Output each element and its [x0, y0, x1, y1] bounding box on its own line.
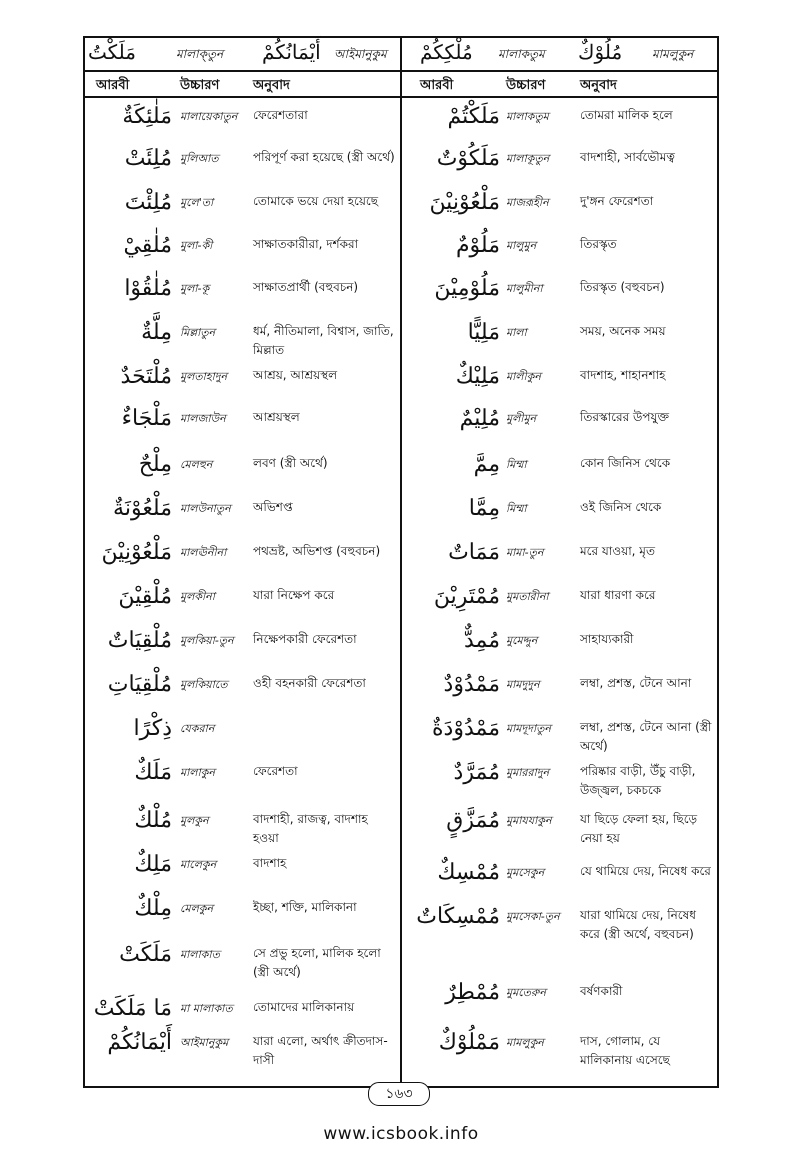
entry-arabic-word: مَلُوْمِيْنَ: [434, 276, 500, 301]
entry-meaning: পরিপূর্ণ করা হয়েছে (স্ত্রী অর্থে): [253, 150, 395, 164]
entry-arabic-word: مَلِيًّا: [467, 320, 500, 345]
center-divider: [400, 36, 402, 1088]
entry-meaning: ওহী বহনকারী ফেরেশতা: [253, 676, 366, 690]
entry-pronunciation: মুমতারীনা: [506, 590, 549, 603]
entry-meaning: সাক্ষাতপ্রার্থী (বহুবচন): [253, 280, 359, 294]
col-pronunciation-right: উচ্চারণ: [506, 78, 546, 93]
entry-pronunciation: আইমানুকুম: [180, 1036, 229, 1049]
entry-arabic-word: مُلِئَتْ: [124, 146, 172, 171]
entry-pronunciation: মুমতেরুন: [506, 986, 546, 999]
entry-arabic-word: مَلْعُوْنِيْنَ: [101, 540, 172, 565]
entry-meaning: তিরস্কৃত: [580, 237, 617, 251]
entry-meaning: আশ্রয়স্থল: [253, 410, 300, 424]
entry-arabic-word: مُلِيْمٌ: [459, 406, 500, 431]
entry-arabic-word: مُمْطِرٌ: [445, 980, 500, 1005]
entry-arabic-word: مَلَكٌ: [134, 760, 172, 785]
entry-meaning: যারা এলো, অর্থাৎ ক্রীতদাস-দাসী: [253, 1034, 388, 1067]
entry-pronunciation: মামদূদাতুন: [506, 722, 551, 735]
entry-meaning: সময়, অনেক সময়: [580, 324, 666, 338]
entry-arabic-word: ذِكْرًا: [133, 716, 172, 741]
header-left-arabic1: مَلَكْتُ: [88, 40, 137, 64]
entry-arabic-word: مُلْقِيَاتٌ: [107, 628, 172, 653]
entry-pronunciation: মালাকূতুন: [506, 152, 550, 165]
entry-meaning: লম্বা, প্রশস্ত, টেনে আনা (স্ত্রী অর্থে): [580, 720, 712, 753]
entry-meaning: লম্বা, প্রশস্ত, টেনে আনা: [580, 676, 692, 690]
entry-pronunciation: মুমসেকুন: [506, 866, 545, 879]
col-meaning-left: অনুবাদ: [253, 78, 290, 93]
entry-meaning: তোমাদের মালিকানায়: [253, 1000, 355, 1014]
column-header-rule: [83, 96, 719, 98]
entry-arabic-word: مَمْدُوْدَةٌ: [432, 716, 500, 741]
entry-pronunciation: যেকরান: [180, 722, 215, 735]
entry-meaning: আশ্রয়, আশ্রয়স্থল: [253, 368, 338, 382]
entry-arabic-word: مُلْتَحَدٌ: [120, 364, 172, 389]
entry-pronunciation: মুলা-কূ: [180, 282, 210, 295]
entry-pronunciation: মিম্মা: [506, 458, 527, 471]
entry-meaning: ওই জিনিস থেকে: [580, 500, 662, 514]
entry-pronunciation: মালাকতুম: [506, 110, 549, 123]
entry-meaning: যারা নিক্ষেপ করে: [253, 588, 335, 602]
entry-arabic-word: مِمَّا: [468, 496, 500, 521]
entry-pronunciation: মাজরূহীন: [506, 196, 549, 209]
entry-arabic-word: مَلْعُوْنَةٌ: [113, 496, 172, 521]
entry-arabic-word: مِلَّةٌ: [141, 320, 172, 345]
header-right-arabic1: مُلْكِكُمْ: [420, 40, 473, 64]
entry-arabic-word: مَمَاتٌ: [448, 540, 500, 565]
entry-meaning: দু'ঙ্গন ফেরেশতা: [580, 194, 654, 208]
entry-meaning: ইচ্ছা, শক্তি, মালিকানা: [253, 900, 357, 914]
entry-pronunciation: মিল্লাতুন: [180, 326, 216, 339]
header-left-pron1: মালাক্‌তুন: [176, 47, 224, 61]
entry-meaning: ধর্ম, নীতিমালা, বিশ্বাস, জাতি, মিল্লাত: [253, 324, 394, 357]
entry-arabic-word: مُلٰقُوْا: [124, 276, 172, 301]
col-pronunciation-left: উচ্চারণ: [180, 78, 220, 93]
entry-pronunciation: মালীকুন: [506, 370, 541, 383]
entry-pronunciation: মুমাররাদুন: [506, 766, 550, 779]
entry-meaning: যারা থামিয়ে দেয়, নিষেধ করে (স্ত্রী অর্থে, বহুবচন): [580, 908, 696, 941]
entry-pronunciation: মেলকুন: [180, 902, 214, 915]
entry-pronunciation: মেলহুন: [180, 458, 213, 471]
entry-meaning: কোন জিনিস থেকে: [580, 456, 671, 470]
entry-pronunciation: মালা: [506, 326, 527, 339]
entry-arabic-word: مَلَكْتُمْ: [447, 104, 500, 129]
entry-meaning: ফেরেশতা: [253, 764, 298, 778]
entry-pronunciation: মামদুদুন: [506, 678, 540, 691]
entry-meaning: পরিষ্কার বাড়ী, উঁচু বাড়ী, উজ্জ্বল, চকচকে: [580, 764, 696, 797]
entry-arabic-word: مُمْسِكَاتٌ: [416, 904, 500, 929]
entry-pronunciation: মুলকুন: [180, 814, 209, 827]
entry-meaning: যে থামিয়ে দেয়, নিষেধ করে: [580, 864, 711, 878]
entry-arabic-word: مَلِكٌ: [134, 852, 172, 877]
entry-meaning: সাহায্যকারী: [580, 632, 634, 646]
entry-pronunciation: মালেকুন: [180, 858, 217, 871]
entry-pronunciation: মালাকুন: [180, 766, 215, 779]
entry-pronunciation: মুলতাহাদুন: [180, 370, 228, 383]
entry-pronunciation: মুমেদ্দুন: [506, 634, 538, 647]
entry-meaning: তিরস্কারের উপযুক্ত: [580, 410, 670, 424]
header-right-arabic2: مُلُوْكٌ: [578, 40, 623, 64]
entry-pronunciation: মালউনাতুন: [180, 502, 231, 515]
entry-pronunciation: মুলকীনা: [180, 590, 215, 603]
header-left-arabic2: أَيْمَانُكُمْ: [262, 40, 321, 64]
entry-arabic-word: مِلْحٌ: [138, 452, 172, 477]
header-left-pron2: আইমানুকুম: [334, 47, 387, 61]
entry-meaning: যারা ধারণা করে: [580, 588, 656, 602]
entry-pronunciation: মুলকিয়াতে: [180, 678, 228, 691]
entry-meaning: বাদশাহী, সার্বভৌমত্ব: [580, 150, 675, 164]
entry-meaning: তিরস্কৃত (বহুবচন): [580, 280, 665, 294]
entry-meaning: বাদশাহ: [253, 856, 287, 870]
entry-pronunciation: মালায়েকাতুন: [180, 110, 238, 123]
entry-meaning: বাদশাহী, রাজত্ব, বাদশাহ হওয়া: [253, 812, 368, 845]
col-arabic-right: আরবী: [420, 78, 454, 93]
entry-arabic-word: مَلِيْكٌ: [455, 364, 500, 389]
entry-pronunciation: মুলে'তা: [180, 196, 214, 209]
entry-meaning: তোমরা মালিক হলে: [580, 108, 673, 122]
entry-arabic-word: مُلِئْتَ: [124, 190, 172, 215]
entry-pronunciation: মুলীমুন: [506, 412, 537, 425]
entry-pronunciation: মালুমুন: [506, 239, 537, 252]
header-right-pron1: মালাকতুম: [498, 47, 545, 61]
entry-pronunciation: মালঊনীনা: [180, 546, 227, 559]
entry-arabic-word: مَلٰئِكَةٌ: [122, 104, 172, 129]
col-arabic-left: আরবী: [96, 78, 130, 93]
entry-pronunciation: মুলকিয়া-তুন: [180, 634, 234, 647]
entry-pronunciation: মিম্মা: [506, 502, 527, 515]
entry-arabic-word: أَيْمَانُكُمْ: [107, 1030, 172, 1055]
entry-meaning: পথভ্রষ্ট, অভিশপ্ত (বহুবচন): [253, 544, 381, 558]
entry-meaning: বর্ষণকারী: [580, 984, 623, 998]
entry-pronunciation: মালুমীনা: [506, 282, 543, 295]
entry-arabic-word: مُمْسِكٌ: [437, 860, 500, 885]
entry-pronunciation: মামলুকুন: [506, 1036, 544, 1049]
entry-meaning: মরে যাওয়া, মৃত: [580, 544, 655, 558]
footer-url[interactable]: www.icsbook.info: [323, 1124, 479, 1144]
entry-meaning: দাস, গোলাম, যে মালিকানায় এসেছে: [580, 1034, 670, 1067]
entry-arabic-word: مَا مَلَكَتْ: [93, 996, 172, 1021]
entry-meaning: তোমাকে ভয়ে দেয়া হয়েছে: [253, 194, 378, 208]
entry-arabic-word: مُمِدٌّ: [463, 628, 500, 653]
entry-meaning: নিক্ষেপকারী ফেরেশতা: [253, 632, 357, 646]
entry-pronunciation: মা মালাকাত: [180, 1002, 233, 1015]
entry-arabic-word: مِلْكٌ: [134, 896, 172, 921]
entry-arabic-word: مَلَكُوْتٌ: [436, 146, 500, 171]
entry-arabic-word: مُمَرَّدٌ: [453, 760, 500, 785]
header-rule: [83, 70, 719, 72]
col-meaning-right: অনুবাদ: [580, 78, 617, 93]
entry-meaning: লবণ (স্ত্রী অর্থে): [253, 456, 328, 470]
entry-arabic-word: مُلٰقِيْ: [123, 233, 172, 258]
entry-arabic-word: مِمَّ: [473, 452, 500, 477]
entry-arabic-word: مَلْجَاءٌ: [121, 406, 172, 431]
entry-arabic-word: مُمْتَرِيْنَ: [433, 584, 500, 609]
entry-pronunciation: মুলিআত: [180, 152, 219, 165]
entry-arabic-word: مَلْعُوْنِيْنَ: [429, 190, 500, 215]
entry-meaning: সে প্রভু হলো, মালিক হলো (স্ত্রী অর্থে): [253, 946, 381, 979]
entry-meaning: যা ছিড়ে ফেলা হয়, ছিড়ে নেয়া হয়: [580, 812, 698, 845]
page-number: ১৬৩: [368, 1082, 430, 1106]
entry-pronunciation: মুলা-কী: [180, 239, 213, 252]
entry-arabic-word: مُلْقِيَاتِ: [107, 672, 172, 697]
entry-arabic-word: مَمْلُوْكٌ: [438, 1030, 500, 1055]
entry-arabic-word: مُمَزَّقٍ: [446, 808, 500, 833]
entry-meaning: ফেরেশতারা: [253, 108, 308, 122]
entry-pronunciation: মামা-তুন: [506, 546, 544, 559]
entry-pronunciation: মুমসেকা-তুন: [506, 910, 560, 923]
entry-pronunciation: মুমাযযাকুন: [506, 814, 552, 827]
entry-meaning: অভিশপ্ত: [253, 500, 293, 514]
entry-pronunciation: মালাকাত: [180, 948, 220, 961]
header-right-pron2: মামলুকুন: [652, 47, 694, 61]
entry-meaning: সাক্ষাতকারীরা, দর্শকরা: [253, 237, 359, 251]
entry-arabic-word: مَلُوْمٌ: [455, 233, 500, 258]
entry-arabic-word: مَلَكَتْ: [119, 942, 172, 967]
entry-arabic-word: مَمْدُوْدٌ: [443, 672, 500, 697]
entry-pronunciation: মালজাউন: [180, 412, 226, 425]
entry-arabic-word: مُلْقِيْنَ: [118, 584, 172, 609]
entry-meaning: বাদশাহ, শাহানশাহ: [580, 368, 666, 382]
entry-arabic-word: مُلْكٌ: [134, 808, 172, 833]
